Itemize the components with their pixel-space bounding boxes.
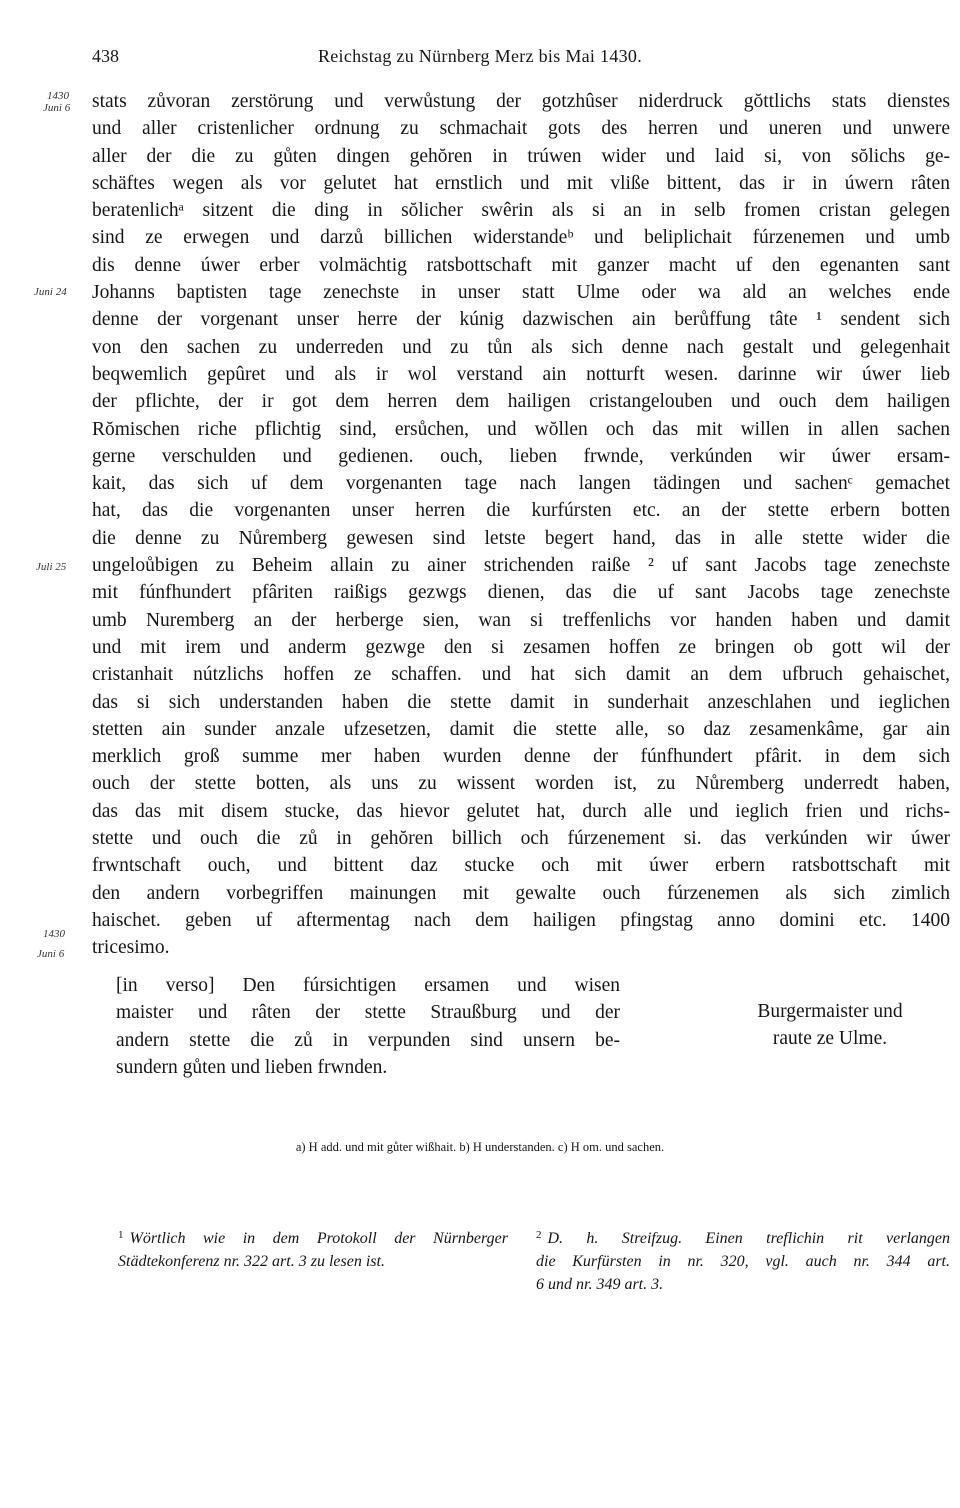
margin-note-date: Juni 24 [34,286,67,298]
text-line: beratenlichᵃ sitzent die ding in sŏlicher swêrin als si an in selb fromen cristan gelegen [92,200,950,222]
footnote-text: Städtekonferenz nr. 322 art. 3 zu lesen ist. [118,1253,385,1270]
text-line: der pflichte, der ir got dem herren dem hailigen cristangelouben und ouch dem hailigen [92,391,950,413]
address-block [116,972,620,1081]
letter-body [92,88,950,962]
text-line: ouch der stette botten, als uns zu wissent worden ist, zu Nůremberg underredt haben, [92,773,950,795]
text-line: von den sachen zu underreden und zu tůn als sich denne nach gestalt und gelegenhait [92,336,950,358]
text-line: cristanhait nútzlichs hoffen ze schaffen. und hat sich damit an dem ufbruch gehaischet, [92,664,950,686]
footnote-2 [536,1224,950,1296]
text-line: Johanns baptisten tage zenechste in unser statt Ulme oder wa ald an welches ende [92,282,950,304]
text-line: tricesimo. [92,937,170,959]
text-line: stats zůvoran zerstörung und verwůstung der gotzhûser niderdruck gŏttlichs stats dienstes [92,91,950,112]
text-line: stette und ouch die zů in gehŏren billich och fúrzenement si. das verkúnden wir úwer [92,828,950,850]
text-line: mit fúnfhundert pfâriten raißigs gezwgs dienen, das die uf sant Jacobs tage zenechste [92,582,950,604]
footnote-text: die Kurfürsten in nr. 320, vgl. auch nr. 344 art. [536,1253,950,1270]
margin-note-year: 1430 [43,928,65,940]
signature-block [730,998,930,1053]
address-line: maister und râten der stette Straußburg und der [116,1002,620,1024]
text-line: merklich groß summe mer haben wurden denne der fúnfhundert pfârit. in dem sich [92,746,950,768]
text-line: stetten ain sunder anzale ufzesetzen, damit die stette alle, so daz zesamenkâme, gar ain [92,718,950,740]
text-line: umb Nuremberg an der herberge sien, wan si treffenlichs vor handen haben und damit [92,609,950,631]
page-number: 438 [92,46,119,66]
footnote-text: D. h. Streifzug. Einen treflichin rit verlangen [547,1230,950,1247]
margin-note-date: Juli 25 [36,561,67,573]
text-line: frwntschaft ouch, und bittent daz stucke och mit úwer erbern ratsbottschaft mit [92,855,950,877]
text-line: kait, das sich uf dem vorgenanten tage nach langen tädingen und sachenᶜ gemachet [92,473,950,495]
text-line: sind ze erwegen und darzů billichen widerstandeᵇ und beliplichait fúrzenemen und umb [92,227,950,249]
text-line: beqwemlich gepûret und als ir wol verstand ain notturft wesen. darinne wir úwer lieb [92,363,950,385]
margin-note-date: Juni 6 [43,102,71,114]
text-line: aller der die zu gůten dingen gehŏren in trúwen wider und laid si, von sŏlichs ge- [92,145,950,167]
address-line: sundern gůten und lieben frwnden. [116,1056,388,1078]
text-line: und mit irem und anderm gezwge den si zesamen hoffen ze bringen ob gott wil der [92,636,950,658]
running-title: Reichstag zu Nürnberg Merz bis Mai 1430. [317,46,643,66]
text-line: gerne verschulden und gedienen. ouch, lieben frwnde, verkúnden wir úwer ersam- [92,445,950,467]
text-line: schäftes wegen als vor gelutet hat ernstlich und mit vliße bittent, das ir in úwern râten [92,172,950,194]
margin-note-1 [43,90,71,114]
address-line: [in verso] Den fúrsichtigen ersamen und wisen [116,975,620,996]
text-line: die denne zu Nůremberg gewesen sind letste begert hand, das in alle stette wider die [92,527,950,549]
footnote-text: 6 und nr. 349 art. 3. [536,1276,664,1293]
margin-note-2 [34,286,67,298]
text-line: und aller cristenlicher ordnung zu schmachait gots des herren und uneren und unwere [92,118,950,140]
text-line: den andern vorbegriffen mainungen mit gewalte ouch fúrzenemen als sich zimlich [92,882,950,904]
text-line: denne der vorgenant unser herre der kúnig dazwischen ain berůffung tâte ¹ sendent sich [92,309,950,331]
text-line: hat, das die vorgenanten unser herren die kurfúrsten etc. an der stette erbern botten [92,500,950,522]
footnote-text: Wörtlich wie in dem Protokoll der Nürnberger [129,1230,508,1247]
footnote-number: 1 [118,1229,124,1241]
margin-note-date: Juni 6 [37,948,65,960]
margin-note-4 [37,928,65,960]
text-line: das das mit disem stucke, das hievor gelutet hat, durch alle und ieglich frien und richs- [92,800,950,822]
text-line: Rŏmischen riche pflichtig sind, ersůchen, und wŏllen och das mit willen in allen sachen [92,418,950,440]
text-line: ungeloůbigen zu Beheim allain zu ainer strichenden raiße ² uf sant Jacobs tage zenechste [92,555,950,577]
footnote-number: 2 [536,1229,542,1241]
address-line: andern stette die zů in verpunden sind unsern be- [116,1029,620,1051]
text-line: dis denne úwer erber volmächtig ratsbottschaft mit ganzer macht uf den egenanten sant [92,254,950,276]
text-line: das si sich understanden haben die stette damit in sunderhait anzeschlahen und ieglichen [92,691,950,713]
signature-line: Burgermaister und [757,1001,903,1022]
variant-notes: a) H add. und mit gůter wißhait. b) H understanden. c) H om. und sachen. [295,1140,665,1154]
text-line: haischet. geben uf aftermentag nach dem hailigen pfingstag anno domini etc. 1400 [92,909,950,931]
margin-note-3 [36,561,66,573]
signature-line: raute ze Ulme. [772,1028,888,1050]
footnote-1 [118,1224,508,1273]
margin-note-year: 1430 [47,90,69,102]
